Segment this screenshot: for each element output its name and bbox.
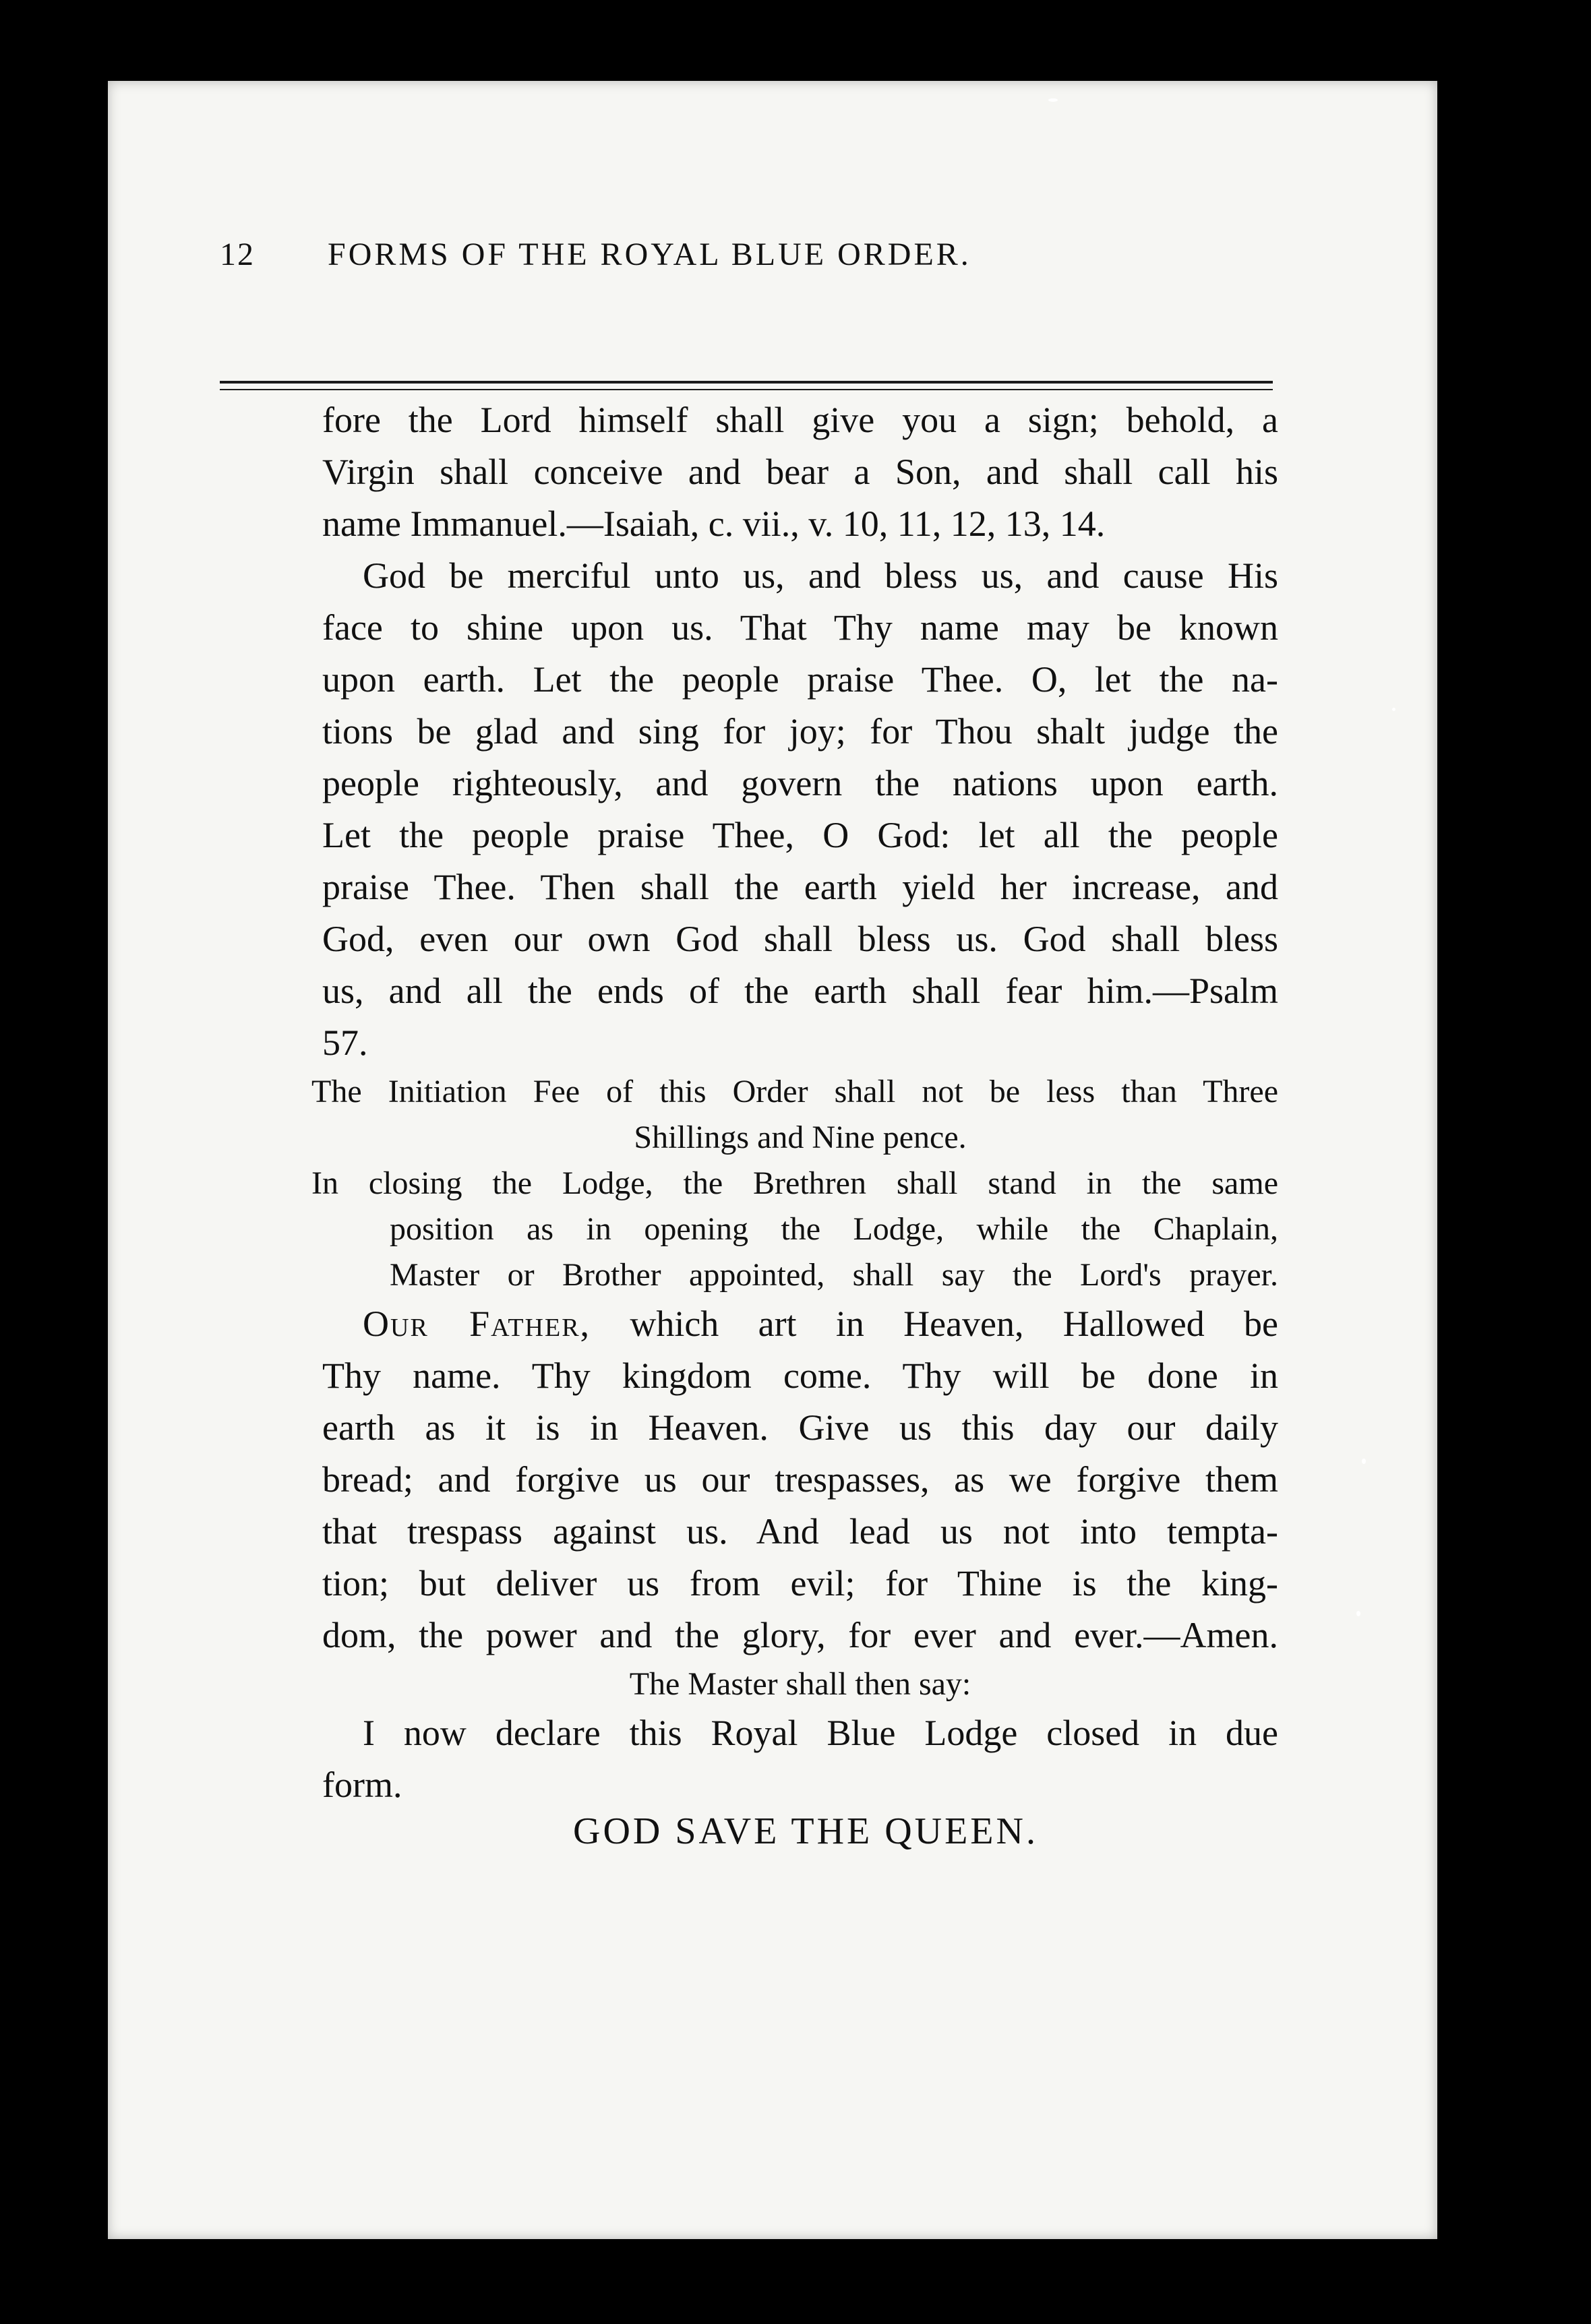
- text-line: upon earth. Let the people praise Thee. O, let the na-: [322, 659, 1278, 700]
- text-line: us, and all the ends of the earth shall fear him.—Psalm: [322, 971, 1278, 1011]
- scan-speck: [1392, 708, 1395, 711]
- text-line: 57.: [322, 1022, 368, 1063]
- text-line: Let the people praise Thee, O God: let all the people: [322, 815, 1278, 855]
- scan-speck: [1362, 1459, 1366, 1464]
- text-line: people righteously, and govern the nations upon earth.: [322, 763, 1278, 803]
- closing-instruction-note: [311, 1161, 1278, 1298]
- text-line: bread; and forgive us our trespasses, as we forgive them: [322, 1459, 1278, 1500]
- scripture-paragraph: [322, 394, 1278, 550]
- page-body: [311, 394, 1278, 1811]
- text-line: Thy name. Thy kingdom come. Thy will be done in: [322, 1355, 1278, 1396]
- text-line: face to shine upon us. That Thy name may be known: [322, 607, 1278, 648]
- text-line: praise Thee. Then shall the earth yield her increase, and: [322, 867, 1278, 907]
- header-rule-thin: [220, 389, 1273, 390]
- text-line: that trespass against us. And lead us not into tempta-: [322, 1511, 1278, 1552]
- text-line: God be merciful unto us, and bless us, and cause His: [363, 555, 1278, 596]
- page-header: [220, 236, 1273, 290]
- scan-speck: [1048, 98, 1058, 102]
- prayer-first-line: which art in Heaven, Hallowed be: [630, 1304, 1278, 1344]
- text-line: dom, the power and the glory, for ever and ever.—Amen.: [322, 1615, 1278, 1655]
- text-line: In closing the Lodge, the Brethren shall stand in the same: [311, 1165, 1278, 1201]
- text-line: position as in opening the Lodge, while the Chaplain,: [390, 1211, 1278, 1247]
- closing-title: GOD SAVE THE QUEEN.: [573, 1810, 1038, 1852]
- text-line: form.: [322, 1765, 402, 1805]
- scan-speck: [1356, 1611, 1360, 1616]
- psalm-paragraph: [322, 550, 1278, 1069]
- text-line: God, even our own God shall bless us. God shall bless: [322, 919, 1278, 959]
- initiation-fee-note: [311, 1069, 1278, 1161]
- lords-prayer-paragraph: [322, 1298, 1278, 1661]
- text-line: The Initiation Fee of this Order shall not be less than Three: [311, 1074, 1278, 1109]
- page-number: 12: [220, 237, 255, 272]
- text-line: tions be glad and sing for joy; for Thou shalt judge the: [322, 711, 1278, 752]
- text-line: [322, 1298, 1278, 1350]
- text-line: I now declare this Royal Blue Lodge closed in due: [363, 1713, 1278, 1753]
- text-line: earth as it is in Heaven. Give us this day our daily: [322, 1407, 1278, 1448]
- master-cue: The Master shall then say:: [629, 1666, 971, 1702]
- header-rule: [220, 381, 1273, 384]
- text-line: Shillings and Nine pence.: [634, 1120, 967, 1155]
- declaration-paragraph: [322, 1707, 1278, 1811]
- text-line: fore the Lord himself shall give you a sign; behold, a: [322, 400, 1278, 440]
- text-line: Virgin shall conceive and bear a Son, and shall call his: [322, 452, 1278, 492]
- text-line: name Immanuel.—Isaiah, c. vii., v. 10, 11, 12, 13, 14.: [322, 503, 1106, 544]
- text-line: Master or Brother appointed, shall say the Lord's prayer.: [390, 1257, 1278, 1293]
- prayer-opening: Our Father,: [363, 1304, 591, 1344]
- text-line: tion; but deliver us from evil; for Thine is the king-: [322, 1563, 1278, 1603]
- running-title: FORMS OF THE ROYAL BLUE ORDER.: [328, 237, 971, 272]
